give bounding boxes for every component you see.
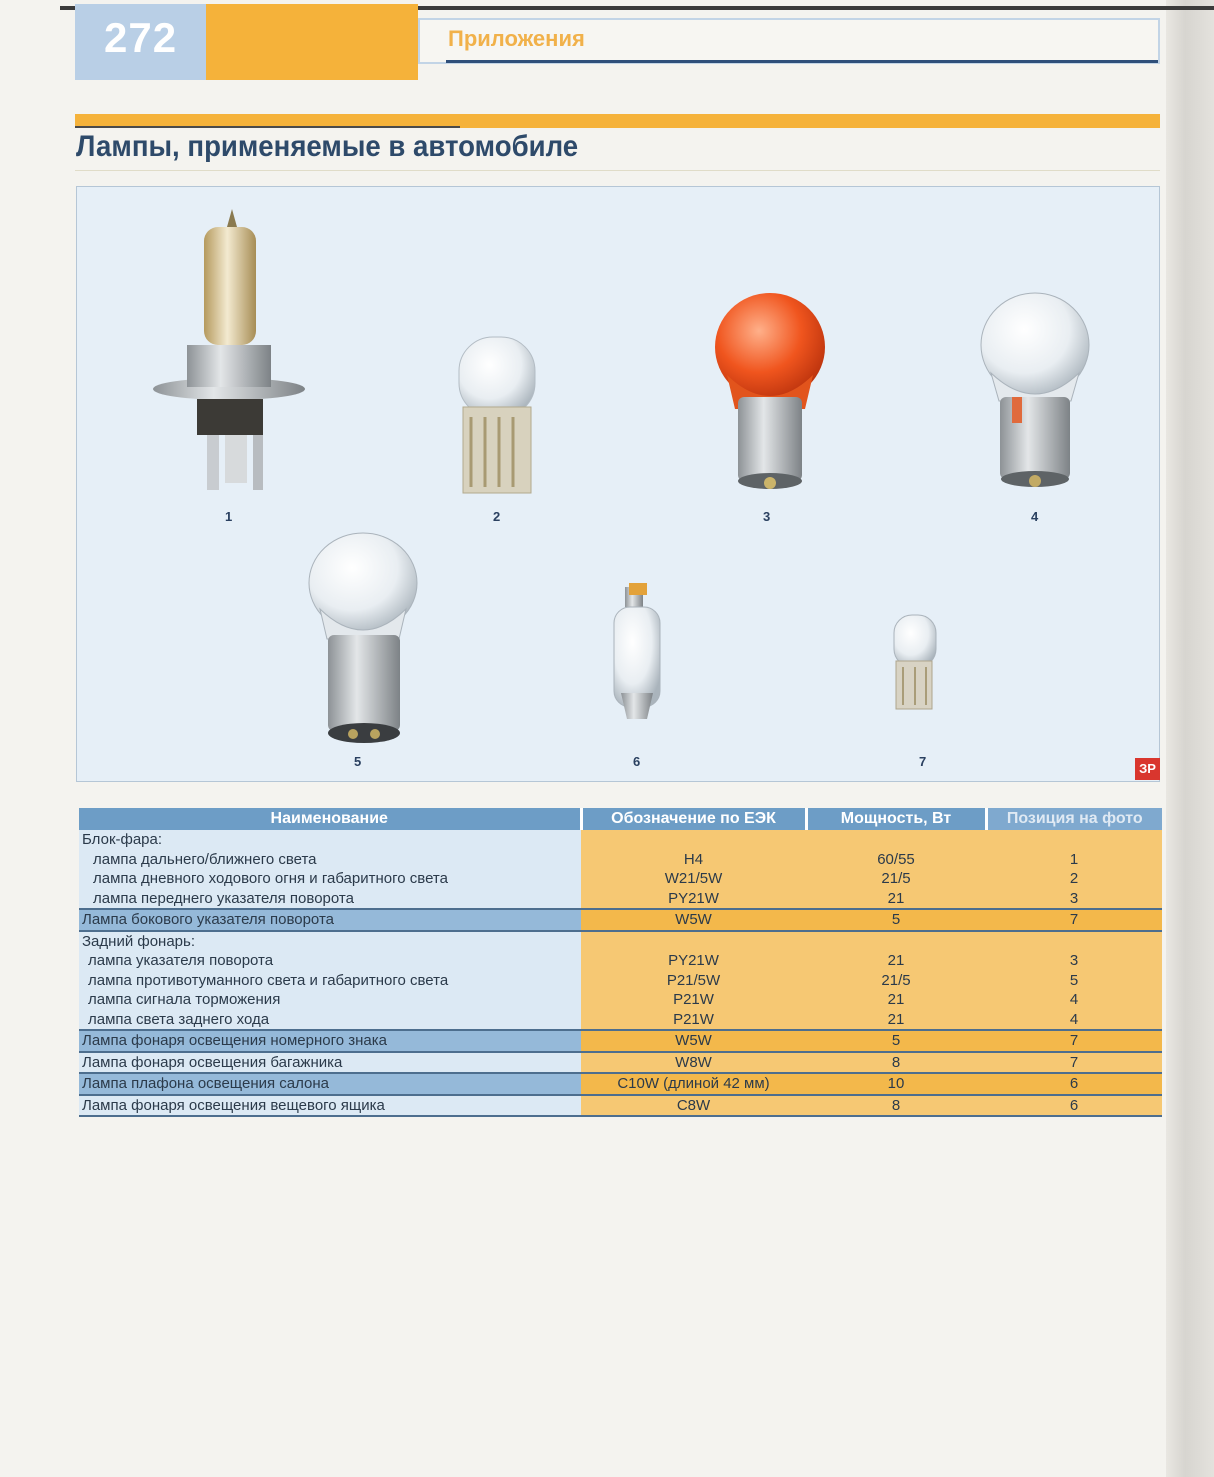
lamp-w5w-icon	[894, 615, 936, 709]
cell-name: Лампа фонаря освещения вещевого ящика	[79, 1095, 581, 1117]
cell-position-line: 3	[1069, 889, 1079, 907]
cell-code-line: H4	[683, 850, 704, 868]
cell-power-line: 21	[887, 952, 905, 969]
table-row-plate-light	[79, 1030, 1162, 1052]
cell-code: W5W	[581, 909, 806, 931]
cell-name-line: лампа указателя поворота	[88, 952, 274, 969]
figure-label-6: 6	[633, 754, 641, 769]
cell-name-line: лампа переднего указателя поворота	[93, 889, 354, 907]
cell-name: Лампа плафона освещения салона	[79, 1073, 581, 1095]
cell-position-line: 3	[1069, 952, 1079, 969]
title-underline	[75, 170, 1160, 171]
cell-name: Лампа фонаря освещения номерного знака	[79, 1030, 581, 1052]
cell-position: 7	[986, 909, 1162, 931]
cell-name-line: лампа дневного ходового огня и габаритного света	[93, 870, 448, 887]
cell-position	[986, 830, 1162, 909]
cell-power	[806, 931, 986, 1031]
cell-power: 8	[806, 1095, 986, 1117]
cell-position-line: 4	[1069, 991, 1079, 1008]
column-header-power: Мощность, Вт	[806, 808, 986, 830]
figure-label-2: 2	[493, 509, 501, 524]
page-number: 272	[104, 14, 178, 61]
cell-code-line: P21W	[673, 991, 714, 1008]
table-row-headlight-group	[79, 830, 1162, 909]
lamps-table	[79, 808, 1162, 1117]
publisher-badge: ЗР	[1135, 758, 1160, 780]
figure-label-4: 4	[1031, 509, 1039, 524]
cell-code: C10W (длиной 42 мм)	[581, 1073, 806, 1095]
lamp-py21w-icon	[715, 293, 825, 489]
cell-power-line: 21/5	[881, 870, 911, 887]
cell-position: 7	[986, 1052, 1162, 1074]
cell-code	[581, 830, 806, 909]
figure-label-1: 1	[225, 509, 233, 524]
cell-power	[806, 830, 986, 909]
cell-power-line: 21/5	[881, 971, 911, 989]
cell-power: 10	[806, 1073, 986, 1095]
cell-power-line: 21	[887, 1010, 905, 1028]
group-title-headlight: Блок-фара:	[82, 831, 163, 848]
cell-position: 7	[986, 1030, 1162, 1052]
figure-label-3: 3	[763, 509, 771, 524]
cell-power-line: 60/55	[877, 850, 915, 868]
cell-position: 6	[986, 1095, 1162, 1117]
cell-code-line: PY21W	[668, 889, 719, 907]
cell-code	[581, 931, 806, 1031]
table-header-row	[79, 808, 1162, 830]
cell-name-line: лампа сигнала торможения	[88, 991, 281, 1008]
column-header-position: Позиция на фото	[986, 808, 1162, 830]
cell-power-line: 21	[887, 991, 905, 1008]
cell-position-line: 2	[1069, 870, 1079, 887]
page-edge	[1166, 0, 1214, 1477]
cell-power: 5	[806, 909, 986, 931]
lamp-p21w-icon	[981, 293, 1089, 487]
cell-name-line: лампа противотуманного света и габаритного света	[88, 971, 449, 989]
cell-code-line: W21/5W	[664, 870, 723, 887]
cell-position-line: 4	[1069, 1010, 1079, 1028]
cell-code-line: P21W	[673, 1010, 714, 1028]
lamp-h4-icon	[153, 209, 305, 490]
figure-label-5: 5	[354, 754, 362, 769]
column-header-code: Обозначение по ЕЭК	[581, 808, 806, 830]
cell-code: W5W	[581, 1030, 806, 1052]
table-row-trunk-light	[79, 1052, 1162, 1074]
cell-name	[79, 830, 581, 909]
lamps-photo	[76, 186, 1160, 782]
cell-power: 5	[806, 1030, 986, 1052]
cell-power: 8	[806, 1052, 986, 1074]
cell-position	[986, 931, 1162, 1031]
cell-name: Лампа бокового указателя поворота	[79, 909, 581, 931]
cell-power-line: 21	[887, 889, 905, 907]
cell-position: 6	[986, 1073, 1162, 1095]
header-accent	[206, 4, 418, 80]
table-row-glovebox-light	[79, 1095, 1162, 1117]
section-underline	[446, 60, 1158, 63]
lamps-illustration	[77, 187, 1160, 782]
title-accent-line	[75, 126, 460, 128]
cell-code: C8W	[581, 1095, 806, 1117]
cell-position-line: 1	[1069, 850, 1079, 868]
lamp-c10w-icon	[614, 583, 660, 719]
group-title-rear-light: Задний фонарь:	[82, 932, 195, 950]
lamp-w21-5w-icon	[459, 337, 535, 493]
cell-code: W8W	[581, 1052, 806, 1074]
cell-code-line: P21/5W	[666, 971, 721, 989]
section-title: Приложения	[448, 26, 585, 51]
lamp-p21-5w-icon	[309, 533, 417, 743]
cell-name-line: лампа света заднего хода	[88, 1010, 270, 1028]
column-header-name: Наименование	[79, 808, 581, 830]
cell-name: Лампа фонаря освещения багажника	[79, 1052, 581, 1074]
table-row-cabin-light	[79, 1073, 1162, 1095]
table-row-rear-light-group	[79, 931, 1162, 1031]
cell-code-line: PY21W	[668, 952, 719, 969]
cell-position-line: 5	[1069, 971, 1079, 989]
figure-label-7: 7	[919, 754, 927, 769]
table-row-side-indicator	[79, 909, 1162, 931]
cell-name	[79, 931, 581, 1031]
cell-name-line: лампа дальнего/ближнего света	[93, 850, 317, 868]
page-title: Лампы, применяемые в автомобиле	[76, 130, 579, 163]
